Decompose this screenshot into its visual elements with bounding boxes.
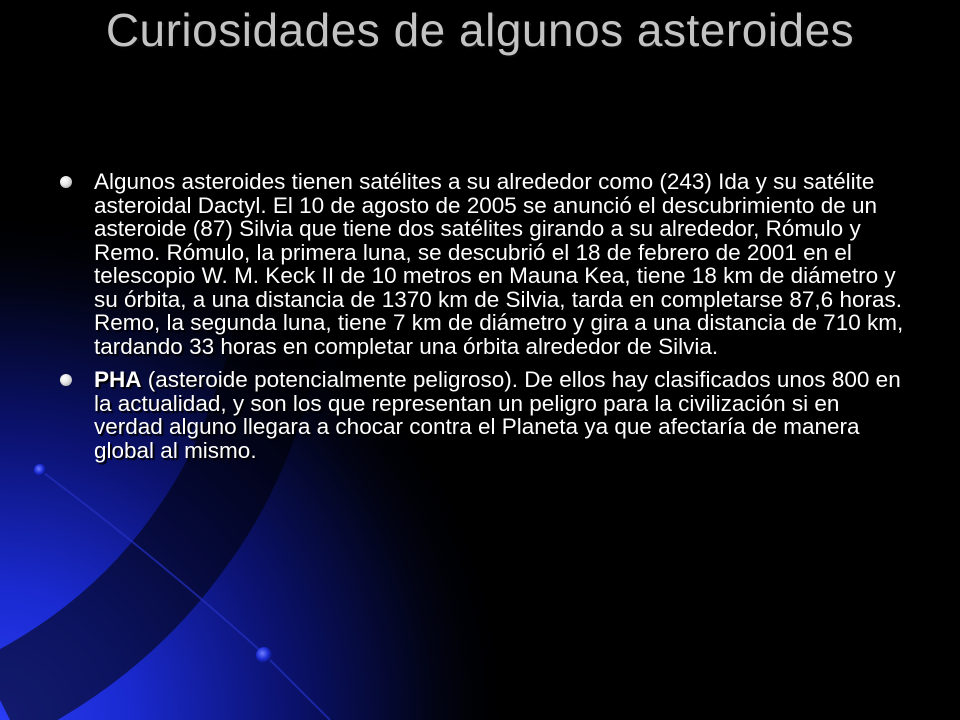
bullet-text: Algunos asteroides tienen satélites a su alrededor como (243) Ida y su satélite asteroidal Dactyl. El 10 de agosto de 2005 se anunció el descubrimiento de un asteroide (87) Silvia que tiene dos satélites girando a su alrededor, Rómulo y Remo. Rómulo, la primera luna, se descubrió el 18 de febrero de 2001 en el telescopio W. M. Keck II de 10 metros en Mauna Kea, tiene 18 km de diámetro y su órbita, a una distancia de 1370 km de Silvia, tarda en completarse 87,6 horas. Remo, la segunda luna, tiene 7 km de diámetro y gira a una distancia de 710 km, tardando 33 horas en completar una órbita alrededor de Silvia. (94, 169, 904, 359)
bullet-dot-icon (60, 176, 72, 188)
orbit-dot-large (256, 647, 272, 663)
bullet-item-satellites (58, 170, 908, 358)
bullet-lead-term: PHA (94, 367, 142, 392)
bullet-dot-icon (60, 374, 72, 386)
bullet-list (58, 170, 908, 472)
bullet-item-pha (58, 368, 908, 462)
slide-title: Curiosidades de algunos asteroides (105, 4, 855, 56)
orbit-dot-small (34, 464, 46, 476)
bullet-text: (asteroide potencialmente peligroso). De ellos hay clasificados unos 800 en la actualidad, y son los que representan un peligro para la civilización si en verdad alguno llegara a chocar contra el Planeta ya que afectaría de manera global al mismo. (94, 367, 901, 463)
